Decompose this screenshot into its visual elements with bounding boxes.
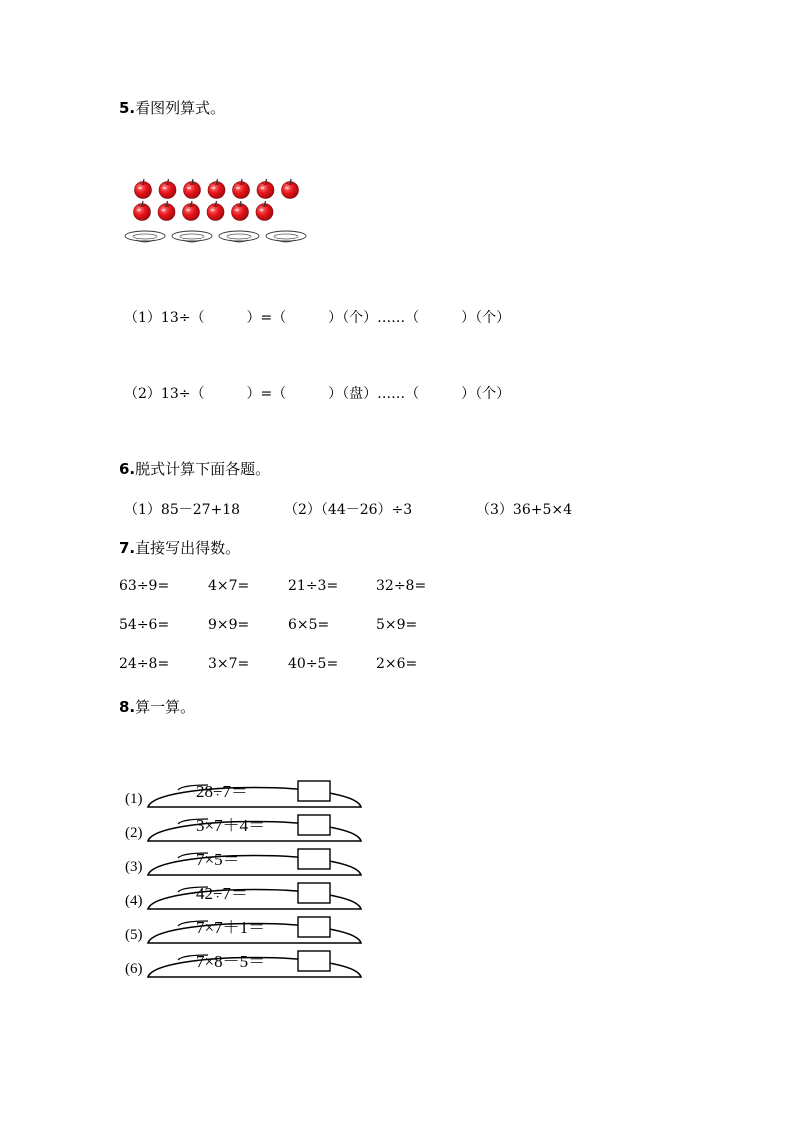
- q8-arc-item: [125, 917, 361, 943]
- plate-icon: [266, 231, 306, 242]
- q8-arc-item: [125, 781, 361, 807]
- plate-icon: [219, 231, 259, 242]
- q8-answer-box[interactable]: [298, 781, 330, 801]
- q8-arc-item: [125, 849, 361, 875]
- q8-item-label: (1): [125, 791, 143, 807]
- q7-r1-c1: 63÷9=: [119, 578, 170, 594]
- q8-heading: [119, 696, 195, 717]
- apple-icon: [159, 179, 176, 199]
- q7-r1-c2: 4×7=: [208, 578, 250, 594]
- apple-icon: [183, 201, 200, 221]
- q6-item-2: （2）（44－26）÷3: [284, 502, 413, 518]
- q7-title: 直接写出得数。: [135, 539, 241, 557]
- apple-icon: [233, 179, 250, 199]
- q8-item-label: (6): [125, 961, 143, 977]
- q6-number: 6.: [119, 460, 136, 478]
- q8-answer-box[interactable]: [298, 951, 330, 971]
- apple-icon: [184, 179, 201, 199]
- apple-icon: [158, 201, 175, 221]
- apple-icon: [134, 201, 151, 221]
- q5-heading: [119, 97, 225, 118]
- q8-answer-box[interactable]: [298, 917, 330, 937]
- q8-answer-box[interactable]: [298, 815, 330, 835]
- apple-icon: [232, 201, 249, 221]
- q5-equation-2: （2）13÷（ ）=（ ）（盘）……（ ）（个）: [124, 386, 511, 402]
- q8-answer-box[interactable]: [298, 883, 330, 903]
- apple-icon: [208, 179, 225, 199]
- q8-arc-item: [125, 883, 361, 909]
- q8-item-label: (2): [125, 825, 143, 841]
- q5-title: 看图列算式。: [135, 99, 226, 117]
- q6-title: 脱式计算下面各题。: [135, 460, 271, 478]
- q8-item-expression: 28÷7＝: [196, 782, 248, 801]
- q8-arc-item: [125, 951, 361, 977]
- q7-r3-c1: 24÷8=: [119, 656, 170, 672]
- q7-r2-c1: 54÷6=: [119, 617, 170, 633]
- q5-number: 5.: [119, 99, 136, 117]
- q7-r3-c2: 3×7=: [208, 656, 250, 672]
- apples-and-plates-figure: [118, 172, 318, 252]
- q7-r3-c4: 2×6=: [376, 656, 418, 672]
- q8-item-expression: 7×7＋1＝: [196, 918, 266, 937]
- q7-r1-c3: 21÷3=: [288, 578, 339, 594]
- q7-heading: [119, 537, 240, 558]
- q8-item-label: (5): [125, 927, 143, 943]
- q8-title: 算一算。: [135, 698, 196, 716]
- plate-icon: [172, 231, 212, 242]
- apple-icon: [257, 179, 274, 199]
- q8-answer-box[interactable]: [298, 849, 330, 869]
- q6-item-3: （3）36+5×4: [476, 502, 572, 518]
- q7-r2-c2: 9×9=: [208, 617, 250, 633]
- q8-arc-stack: [118, 770, 378, 985]
- q8-item-label: (3): [125, 859, 143, 875]
- q6-item-1: （1）85－27+18: [124, 502, 241, 518]
- q5-equation-1: （1）13÷（ ）=（ ）（个）……（ ）（个）: [124, 310, 511, 326]
- q8-item-expression: 3×7＋4＝: [196, 816, 266, 835]
- apple-icon: [207, 201, 224, 221]
- apple-icon: [256, 201, 273, 221]
- plate-icon: [125, 231, 165, 242]
- q8-item-label: (4): [125, 893, 143, 909]
- q7-r2-c3: 6×5=: [288, 617, 330, 633]
- q7-r2-c4: 5×9=: [376, 617, 418, 633]
- q8-item-expression: 7×5＝: [196, 850, 240, 869]
- q8-item-expression: 42÷7＝: [196, 884, 248, 903]
- apple-icon: [282, 179, 299, 199]
- q8-arc-item: [125, 815, 361, 841]
- q6-heading: [119, 458, 270, 479]
- q7-number: 7.: [119, 539, 136, 557]
- q7-r3-c3: 40÷5=: [288, 656, 339, 672]
- q8-item-expression: 7×8－5＝: [196, 952, 266, 971]
- q8-number: 8.: [119, 698, 136, 716]
- q7-r1-c4: 32÷8=: [376, 578, 427, 594]
- apple-icon: [135, 179, 152, 199]
